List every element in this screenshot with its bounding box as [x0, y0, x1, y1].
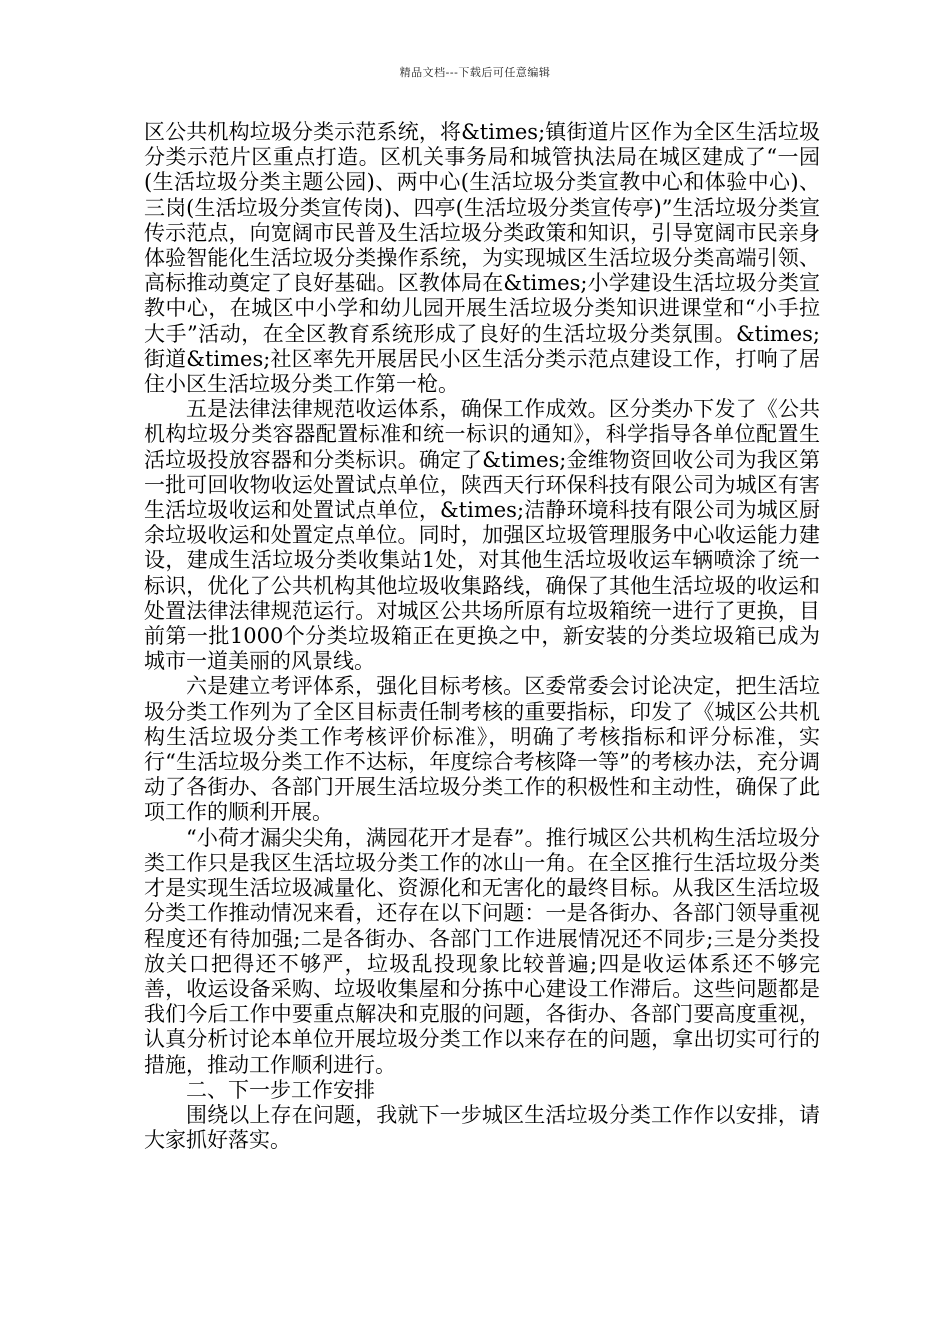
page-header: 精品文档---下载后可任意编辑 [399, 66, 551, 79]
paragraph-continued: 区公共机构垃圾分类示范系统，将&times;镇街道片区作为全区生活垃圾分类示范片区重点打造。区机关事务局和城管执法局在城区建成了“一园(生活垃圾分类主题公园)、两中心(生活垃圾分类宣教中心和体验中心)、三岗(生活垃圾分类宣传岗)、四亭(生活垃圾分类宣传亭)”生活垃圾分类宣传示范点，向宽阔市民普及生活垃圾分类政策和知识，引导宽阔市民亲身体验智能化生活垃圾分类操作系统，为实现城区生活垃圾分类高端引领、高标推动奠定了良好基础。区教体局在&times;小学建设生活垃圾分类宣教中心，在城区中小学和幼儿园开展生活垃圾分类知识进课堂和“小手拉大手”活动，在全区教育系统形成了良好的生活垃圾分类氛围。&times;街道&times;社区率先开展居民小区生活分类示范点建设工作，打响了居住小区生活垃圾分类工作第一枪。 [144, 120, 820, 397]
document-body [144, 120, 820, 1153]
paragraph-arrangement: 围绕以上存在问题，我就下一步城区生活垃圾分类工作作以安排，请大家抓好落实。 [144, 1102, 820, 1153]
paragraph-five: 五是法律法律规范收运体系，确保工作成效。区分类办下发了《公共机构垃圾分类容器配置标准和统一标识的通知》，科学指导各单位配置生活垃圾投放容器和分类标识。确定了&times;金维物资回收公司为我区第一批可回收物收运处置试点单位，陕西天行环保科技有限公司为城区有害生活垃圾收运和处置试点单位，&times;洁静环境科技有限公司为城区厨余垃圾收运和处置定点单位。同时，加强区垃圾管理服务中心收运能力建设，建成生活垃圾分类收集站1处，对其他生活垃圾收运车辆喷涂了统一标识，优化了公共机构其他垃圾收集路线，确保了其他生活垃圾的收运和处置法律法律规范运行。对城区公共场所原有垃圾箱统一进行了更换，目前第一批1000个分类垃圾箱正在更换之中，新安装的分类垃圾箱已成为城市一道美丽的风景线。 [144, 397, 820, 674]
section-heading: 二、下一步工作安排 [186, 1077, 375, 1102]
paragraph-summary: “小荷才漏尖尖角，满园花开才是春”。推行城区公共机构生活垃圾分类工作只是我区生活垃圾分类工作的冰山一角。在全区推行生活垃圾分类才是实现生活垃圾减量化、资源化和无害化的最终目标。从我区生活垃圾分类工作推动情况来看，还存在以下问题：一是各街办、各部门领导重视程度还有待加强;二是各街办、各部门工作进展情况还不同步;三是分类投放关口把得还不够严，垃圾乱投现象比较普遍;四是收运体系还不够完善，收运设备采购、垃圾收集屋和分拣中心建设工作滞后。这些问题都是我们今后工作中要重点解决和克服的问题，各街办、各部门要高度重视，认真分析讨论本单位开展垃圾分类工作以来存在的问题，拿出切实可行的措施，推动工作顺利进行。 [144, 825, 820, 1077]
paragraph-six: 六是建立考评体系，强化目标考核。区委常委会讨论决定，把生活垃圾分类工作列为了全区目标责任制考核的重要指标，印发了《城区公共机构生活垃圾分类工作考核评价标准》，明确了考核指标和评分标准，实行“生活垃圾分类工作不达标，年度综合考核降一等”的考核办法，充分调动了各街办、各部门开展生活垃圾分类工作的积极性和主动性，确保了此项工作的顺利开展。 [144, 674, 820, 825]
